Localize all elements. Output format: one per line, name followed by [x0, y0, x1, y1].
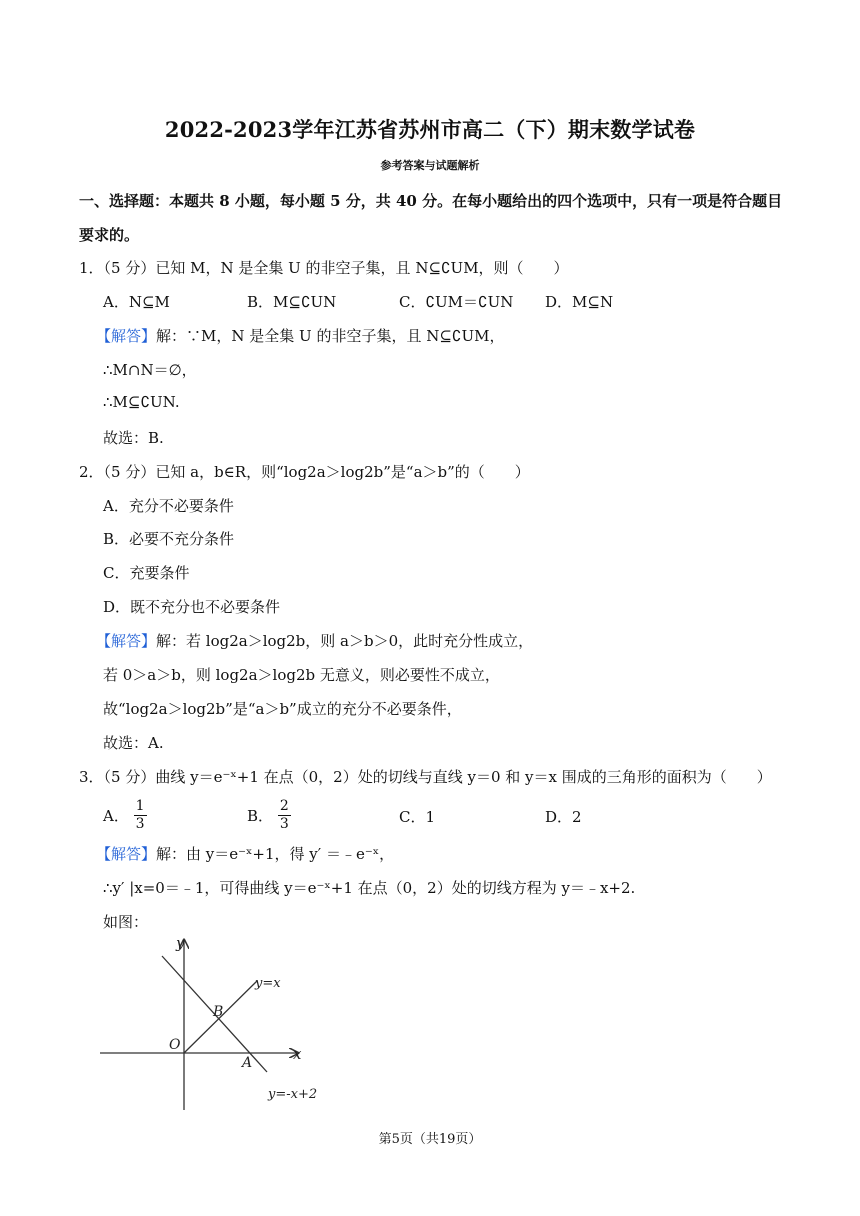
question-1-answer-line-2: ∴M∩N＝∅，: [103, 361, 197, 379]
fraction-denominator: 3: [279, 816, 289, 832]
question-3-stem: 3．（5 分）曲线 y＝e⁻ˣ+1 在点（0，2）处的切线与直线 y＝0 和 y＝x 围成的三角形的面积为（ ）: [79, 768, 772, 786]
question-1-option-d: D．M⊆N: [545, 293, 614, 311]
section-heading-line-1: 一、选择题：本题共 8 小题，每小题 5 分，共 40 分。在每小题给出的四个选项中，只有一项是符合题目: [79, 192, 783, 210]
question-3-option-b: [247, 798, 291, 833]
question-2-option-b: B．必要不充分条件: [103, 530, 235, 548]
page-footer: 第5页（共19页）: [378, 1132, 482, 1147]
question-3-answer-line-3: 如图：: [103, 913, 149, 931]
answer-text: 解：由 y＝e⁻ˣ+1，得 y′ ＝﹣e⁻ˣ，: [156, 845, 395, 863]
option-label: A．: [103, 807, 129, 825]
question-2-option-a: A．充分不必要条件: [103, 497, 234, 515]
section-heading-line-2: 要求的。: [79, 226, 140, 244]
question-2-answer-line-2: 若 0＞a＞b，则 log2a＞log2b 无意义，则必要性不成立，: [103, 666, 500, 684]
question-1-option-a: A．N⊆M: [103, 293, 170, 311]
y-axis-label: y: [176, 934, 185, 952]
question-2-answer-line-4: 故选：A.: [103, 734, 164, 752]
question-1-answer-line-3: ∴M⊆∁UN.: [103, 393, 180, 411]
question-3-answer-line-2: ∴y′ |x=0＝﹣1，可得曲线 y＝e⁻ˣ+1 在点（0，2）处的切线方程为 y＝﹣x+2.: [103, 879, 636, 897]
question-1-option-b: B．M⊆∁UN: [247, 293, 337, 311]
fraction: [134, 798, 147, 833]
line-1-label: y=x: [255, 976, 281, 991]
answer-tag: 【解答】: [96, 845, 157, 863]
origin-label: O: [169, 1037, 181, 1053]
answer-text: 解：∵M，N 是全集 U 的非空子集，且 N⊆∁UM，: [156, 327, 505, 345]
question-3-answer-line-1: [96, 843, 394, 864]
page-subtitle: 参考答案与试题解析: [380, 159, 480, 172]
question-1-answer-line-1: [96, 325, 504, 346]
line-2-label: y=-x+2: [268, 1087, 318, 1102]
question-2-answer-line-1: [96, 630, 533, 651]
answer-tag: 【解答】: [96, 327, 157, 345]
question-3-option-c: C．1: [399, 808, 436, 826]
point-b-label: B: [213, 1004, 224, 1020]
question-2-answer-line-3: 故“log2a＞log2b”是“a＞b”成立的充分不必要条件，: [103, 700, 462, 718]
question-1-option-c: C．∁UM＝∁UN: [399, 293, 514, 311]
question-2-option-c: C．充要条件: [103, 564, 190, 582]
fraction: [278, 798, 291, 833]
question-1-answer-line-4: 故选：B.: [103, 429, 164, 447]
fraction-denominator: 3: [135, 816, 145, 832]
fraction-numerator: 1: [135, 798, 145, 814]
answer-tag: 【解答】: [96, 632, 157, 650]
question-3-option-d: D．2: [545, 808, 582, 826]
page-title: 2022-2023学年江苏省苏州市高二（下）期末数学试卷: [164, 117, 696, 142]
point-a-label: A: [242, 1055, 253, 1071]
x-axis-label: x: [293, 1045, 302, 1063]
fraction-numerator: 2: [279, 798, 289, 814]
coordinate-figure: [95, 932, 325, 1112]
question-2-stem: 2．（5 分）已知 a，b∈R，则“log2a＞log2b”是“a＞b”的（ ）: [79, 463, 530, 481]
question-2-option-d: D．既不充分也不必要条件: [103, 598, 281, 616]
answer-text: 解：若 log2a＞log2b，则 a＞b＞0，此时充分性成立，: [156, 632, 534, 650]
question-1-stem: 1．（5 分）已知 M，N 是全集 U 的非空子集，且 N⊆∁UM，则（ ）: [79, 259, 569, 277]
question-3-option-a: [103, 798, 147, 833]
option-label: B．: [247, 807, 274, 825]
